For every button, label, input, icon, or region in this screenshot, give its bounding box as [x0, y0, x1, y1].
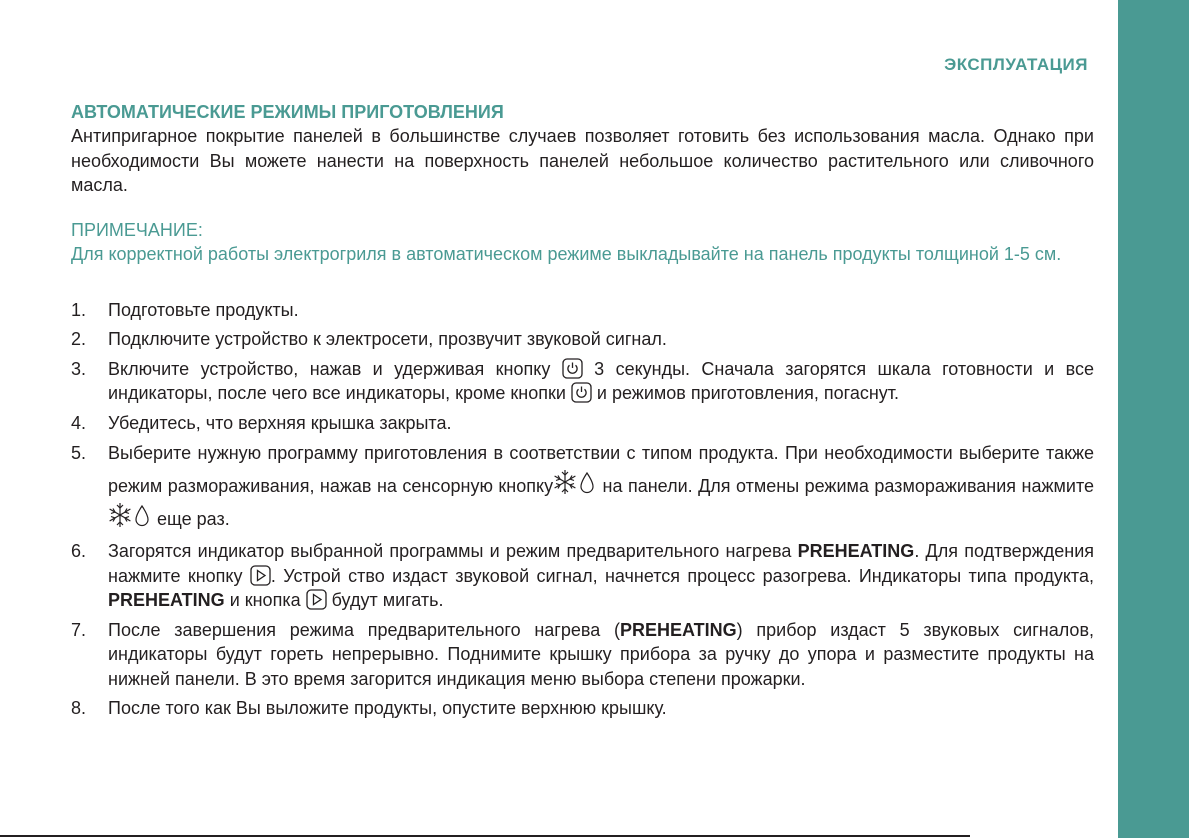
defrost-icon [553, 468, 597, 496]
section-header: ЭКСПЛУАТАЦИЯ [944, 55, 1088, 74]
list-item: 6. Загорятся индикатор выбранной программы и режим предварительного нагрева PREHEATING. Для подтверждения нажмите кнопку . Устрой ство издаст звуковой сигнал, начнется процесс разогрева. Индикаторы типа продукта, PREHEATING и кнопка будут мигать. [71, 541, 1095, 610]
steps-list [71, 298, 1094, 721]
page-content [71, 101, 1094, 726]
list-item: 2. Подключите устройство к электросети, прозвучит звуковой сигнал. [71, 329, 667, 349]
defrost-icon [108, 501, 152, 529]
side-tab [1118, 0, 1189, 838]
power-icon [571, 382, 592, 403]
list-item: 3. Включите устройство, нажав и удерживая кнопку 3 секунды. Сначала загорятся шкала готовности и все индикаторы, после чего все индикаторы, кроме кнопки и режимов приготовления, погаснут. [71, 358, 1095, 403]
play-icon [306, 589, 327, 610]
intro-paragraph: Антипригарное покрытие панелей в большинстве случаев позволяет готовить без использования масла. Однако при необходимости Вы можете нанести на поверхность панелей небольшое количество растительного или сливочного масла. [71, 126, 1094, 195]
list-item: 7. После завершения режима предварительного нагрева (PREHEATING) прибор издаст 5 звуковых сигналов, индикаторы будут гореть непрерывно. Поднимите крышку прибора за ручку до упора и разместите продукты на нижней панели. В это время загорится индикация меню выбора степени прожарки. [71, 619, 1095, 689]
footer-rule [0, 835, 970, 837]
list-item: 8. После того как Вы выложите продукты, опустите верхнюю крышку. [71, 698, 667, 718]
note-block [71, 218, 1094, 267]
list-item: 5. Выберите нужную программу приготовления в соответствии с типом продукта. При необходимости выберите также режим размораживания, нажав на сенсорную кнопку на панели. Для отмены режима размораживания нажмите еще раз. [71, 443, 1094, 529]
note-text: Для корректной работы электрогриля в автоматическом режиме выкладывайте на панель продукты толщиной 1-5 см. [71, 244, 1062, 264]
page-title: АВТОМАТИЧЕСКИЕ РЕЖИМЫ ПРИГОТОВЛЕНИЯ [71, 102, 504, 122]
note-label: ПРИМЕЧАНИЕ: [71, 219, 203, 240]
list-item: 4. Убедитесь, что верхняя крышка закрыта. [71, 412, 452, 433]
list-item: 1. Подготовьте продукты. [71, 299, 299, 320]
power-icon [562, 358, 583, 379]
play-icon [250, 565, 271, 586]
